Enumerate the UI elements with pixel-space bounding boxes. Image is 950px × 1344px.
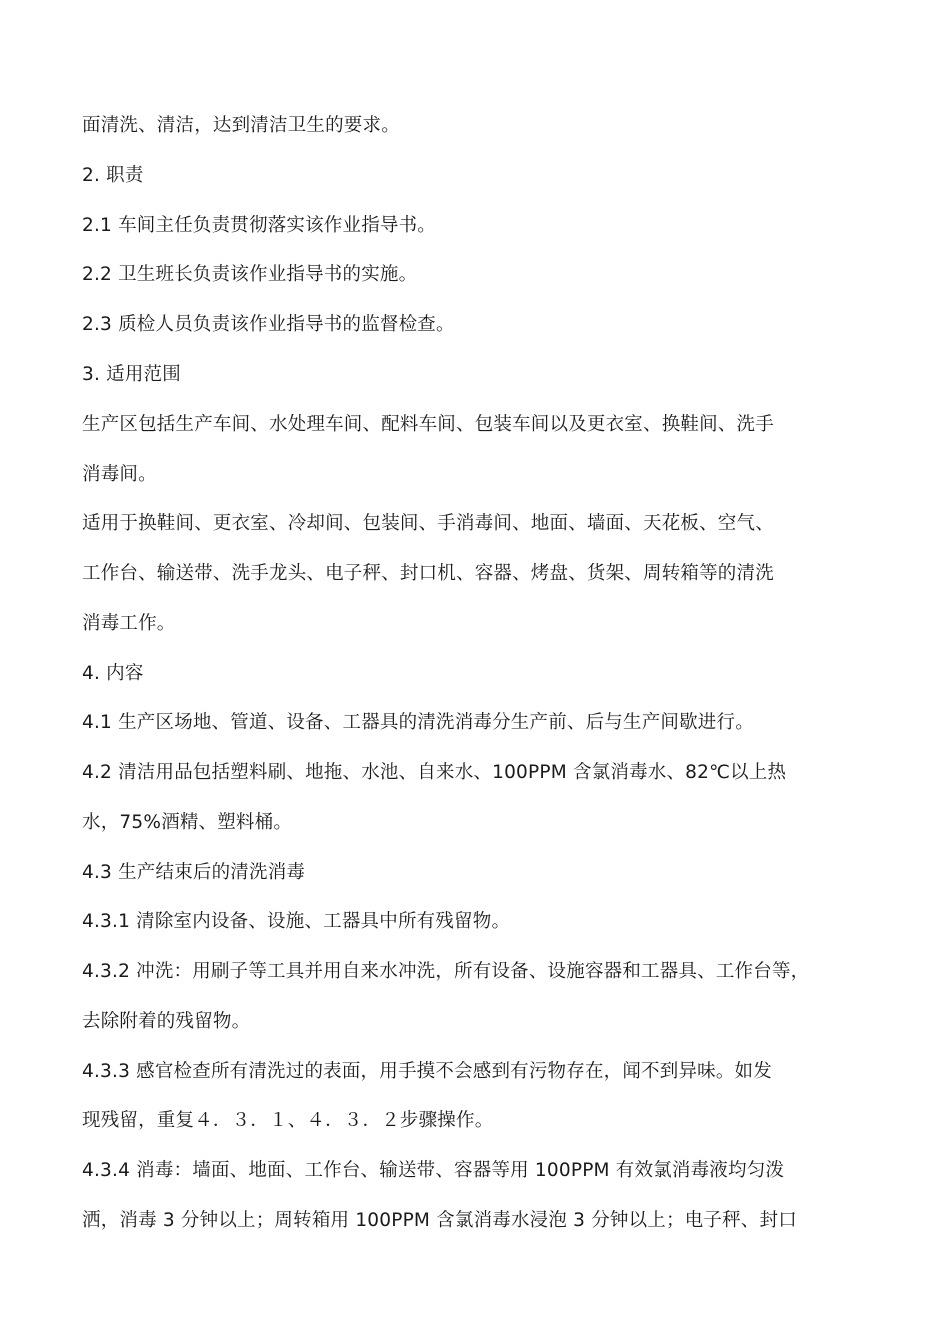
text-line: 水，75%酒精、塑料桶。 — [82, 812, 293, 833]
text-line: 去除附着的残留物。 — [82, 1011, 251, 1032]
text-line: 洒，消毒 3 分钟以上；周转箱用 100PPM 含氯消毒水浸泡 3 分钟以上；电子秤、封口 — [82, 1210, 797, 1231]
text-line: 4.3 生产结束后的清洗消毒 — [82, 862, 306, 883]
section-heading: 3. 适用范围 — [82, 364, 181, 385]
text-line: 工作台、输送带、洗手龙头、电子秤、封口机、容器、烤盘、货架、周转箱等的清洗 — [82, 563, 774, 584]
text-line: 消毒工作。 — [82, 613, 176, 634]
text-line: 适用于换鞋间、更衣室、冷却间、包装间、手消毒间、地面、墙面、天花板、空气、 — [82, 513, 774, 534]
text-line: 现残留，重复４．３．１、４．３．２步骤操作。 — [82, 1110, 494, 1131]
text-line: 4.3.1 清除室内设备、设施、工器具中所有残留物。 — [82, 911, 511, 932]
text-line: 4.3.3 感官检查所有清洗过的表面，用手摸不会感到有污物存在，闻不到异味。如发 — [82, 1061, 772, 1082]
section-heading: 2. 职责 — [82, 165, 144, 186]
section-heading: 4. 内容 — [82, 663, 144, 684]
text-line: 2.2 卫生班长负责该作业指导书的实施。 — [82, 264, 418, 285]
text-line: 2.1 车间主任负责贯彻落实该作业指导书。 — [82, 215, 437, 236]
text-line: 4.1 生产区场地、管道、设备、工器具的清洗消毒分生产前、后与生产间歇进行。 — [82, 712, 754, 733]
text-line: 4.2 清洁用品包括塑料刷、地拖、水池、自来水、100PPM 含氯消毒水、82℃以上热 — [82, 762, 787, 783]
text-line: 4.3.4 消毒：墙面、地面、工作台、输送带、容器等用 100PPM 有效氯消毒液均匀泼 — [82, 1160, 785, 1181]
text-line: 面清洗、清洁，达到清洁卫生的要求。 — [82, 115, 400, 136]
text-line: 2.3 质检人员负责该作业指导书的监督检查。 — [82, 314, 455, 335]
text-line: 4.3.2 冲洗：用刷子等工具并用自来水冲洗，所有设备、设施容器和工器具、工作台等， — [82, 961, 810, 982]
text-line: 生产区包括生产车间、水处理车间、配料车间、包装车间以及更衣室、换鞋间、洗手 — [82, 414, 774, 435]
text-line: 消毒间。 — [82, 464, 157, 485]
